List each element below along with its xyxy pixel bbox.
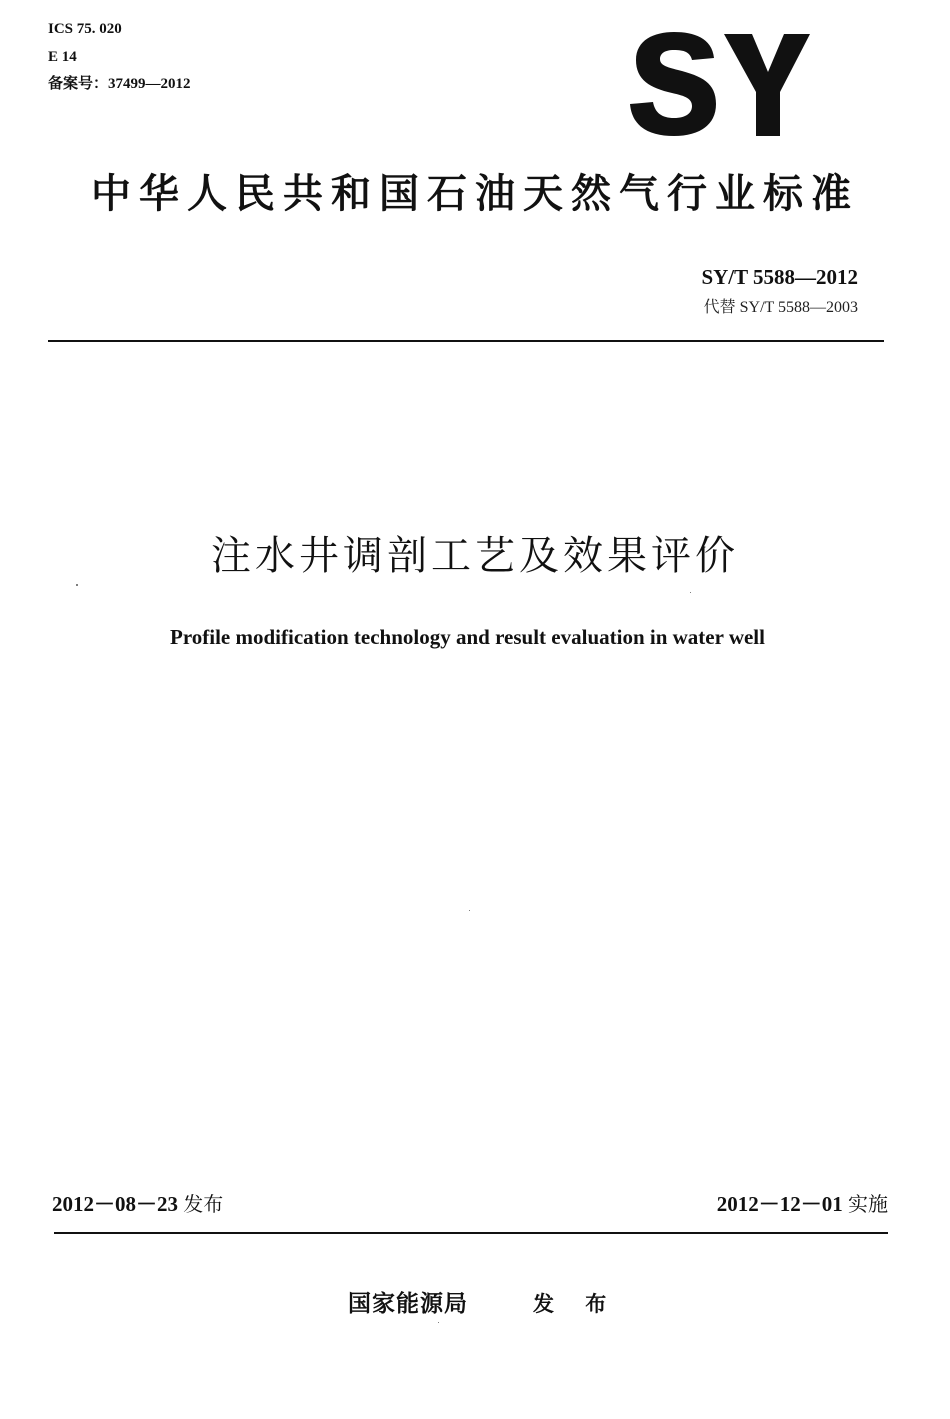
issue-date-block (52, 1190, 223, 1218)
issue-date: 2012－08－23 (52, 1192, 178, 1216)
publish-verb: 发 布 (533, 1292, 619, 1316)
record-number: 备案号：37499—2012 (48, 76, 191, 92)
ics-code: ICS 75. 020 (48, 21, 122, 37)
implement-date: 2012－12－01 (716, 1192, 843, 1216)
standard-replaces: 代替 SY/T 5588—2003 (703, 299, 858, 316)
implement-label: 实施 (848, 1192, 888, 1216)
publisher-name: 国家能源局 (348, 1291, 468, 1317)
header-title: 中华人民共和国石油天然气行业标准 (91, 171, 859, 217)
scan-speck (690, 592, 691, 593)
document-title-en: Profile modification technology and result evaluation in water well (170, 625, 765, 649)
scan-speck (469, 910, 470, 911)
document-title-cn: 注水井调剖工艺及效果评价 (211, 533, 739, 579)
top-divider (48, 340, 884, 342)
sy-logo (628, 30, 810, 140)
standard-number: SY/T 5588—2012 (701, 265, 858, 289)
implement-date-block (717, 1190, 888, 1218)
scan-speck (76, 584, 78, 586)
issue-label: 发布 (183, 1192, 224, 1216)
ccs-code: E 14 (48, 49, 77, 65)
scan-speck (438, 1322, 439, 1323)
bottom-divider (54, 1232, 888, 1234)
